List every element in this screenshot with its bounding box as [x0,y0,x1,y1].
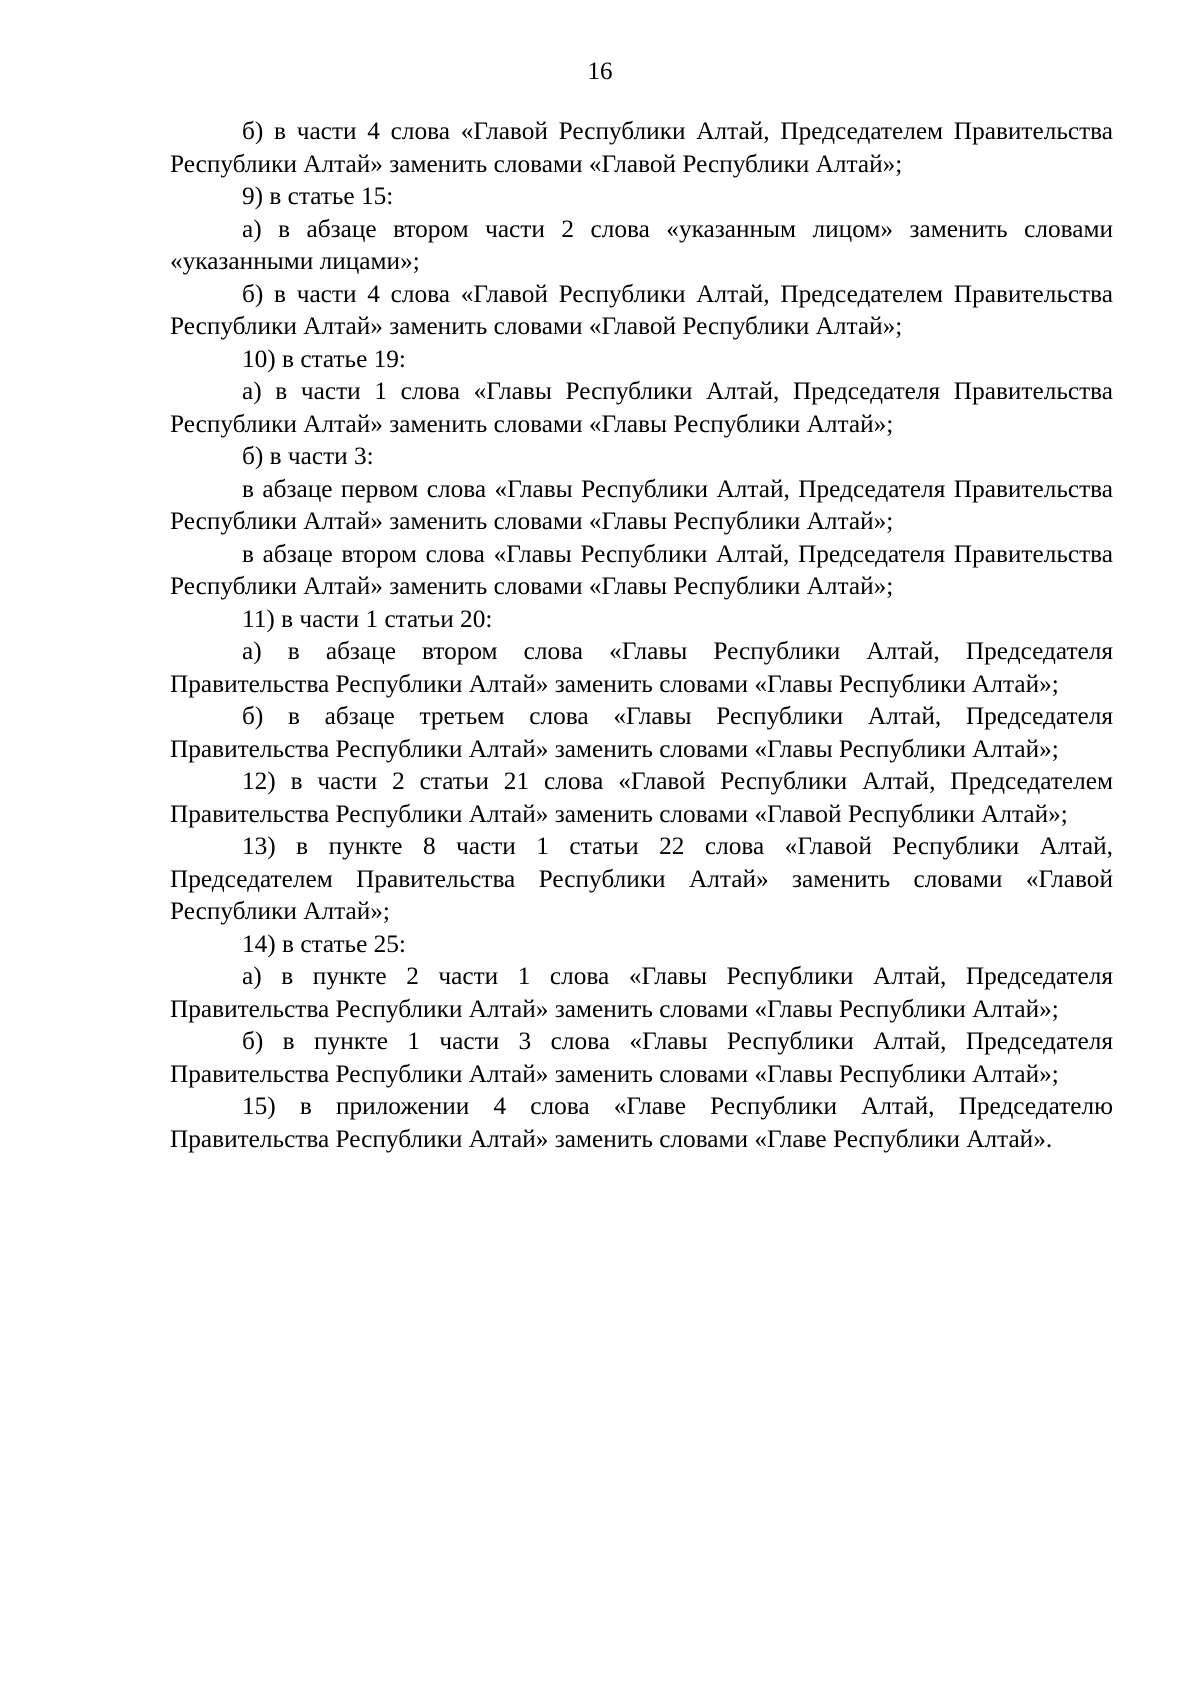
paragraph: а) в части 1 слова «Главы Республики Алтай, Председателя Правительства Республики Алтай» заменить словами «Главы Республики Алтай»; [170,377,1113,438]
paragraph: б) в части 4 слова «Главой Республики Алтай, Председателем Правительства Республики Алтай» заменить словами «Главой Республики Алтай»; [170,279,1113,340]
paragraph: б) в абзаце третьем слова «Главы Республики Алтай, Председателя Правительства Республики Алтай» заменить словами «Главы Республики Алтай»; [170,702,1113,763]
paragraph: а) в пункте 2 части 1 слова «Главы Республики Алтай, Председателя Правительства Республики Алтай» заменить словами «Главы Республики Алтай»; [170,962,1113,1023]
paragraph: 13) в пункте 8 части 1 статьи 22 слова «Главой Республики Алтай, Председателем Правительства Республики Алтай» заменить словами «Главой Республики Алтай»; [170,832,1113,925]
paragraph: 14) в статье 25: [242,929,406,958]
paragraph: б) в части 4 слова «Главой Республики Алтай, Председателем Правительства Республики Алтай» заменить словами «Главой Республики Алтай»; [170,117,1113,178]
paragraph: в абзаце втором слова «Главы Республики Алтай, Председателя Правительства Республики Алтай» заменить словами «Главы Республики Алтай»; [170,539,1113,600]
paragraph: 15) в приложении 4 слова «Главе Республики Алтай, Председателю Правительства Республики Алтай» заменить словами «Главе Республики Алтай». [170,1092,1113,1153]
page-number: 16 [587,58,613,85]
paragraph: а) в абзаце втором части 2 слова «указанным лицом» заменить словами «указанными лицами»; [170,214,1113,275]
paragraph: б) в части 3: [242,442,374,470]
paragraph: а) в абзаце втором слова «Главы Республики Алтай, Председателя Правительства Республики Алтай» заменить словами «Главы Республики Алтай»; [170,637,1113,698]
paragraph: б) в пункте 1 части 3 слова «Главы Республики Алтай, Председателя Правительства Республики Алтай» заменить словами «Главы Республики Алтай»; [170,1027,1113,1088]
paragraph: 12) в части 2 статьи 21 слова «Главой Республики Алтай, Председателем Правительства Республики Алтай» заменить словами «Главой Республики Алтай»; [170,767,1113,828]
paragraph: в абзаце первом слова «Главы Республики Алтай, Председателя Правительства Республики Алтай» заменить словами «Главы Республики Алтай»; [170,474,1113,535]
paragraph: 10) в статье 19: [242,344,406,373]
paragraph: 9) в статье 15: [242,182,394,210]
paragraph: 11) в части 1 статьи 20: [242,604,493,633]
document-body [170,115,1113,1155]
